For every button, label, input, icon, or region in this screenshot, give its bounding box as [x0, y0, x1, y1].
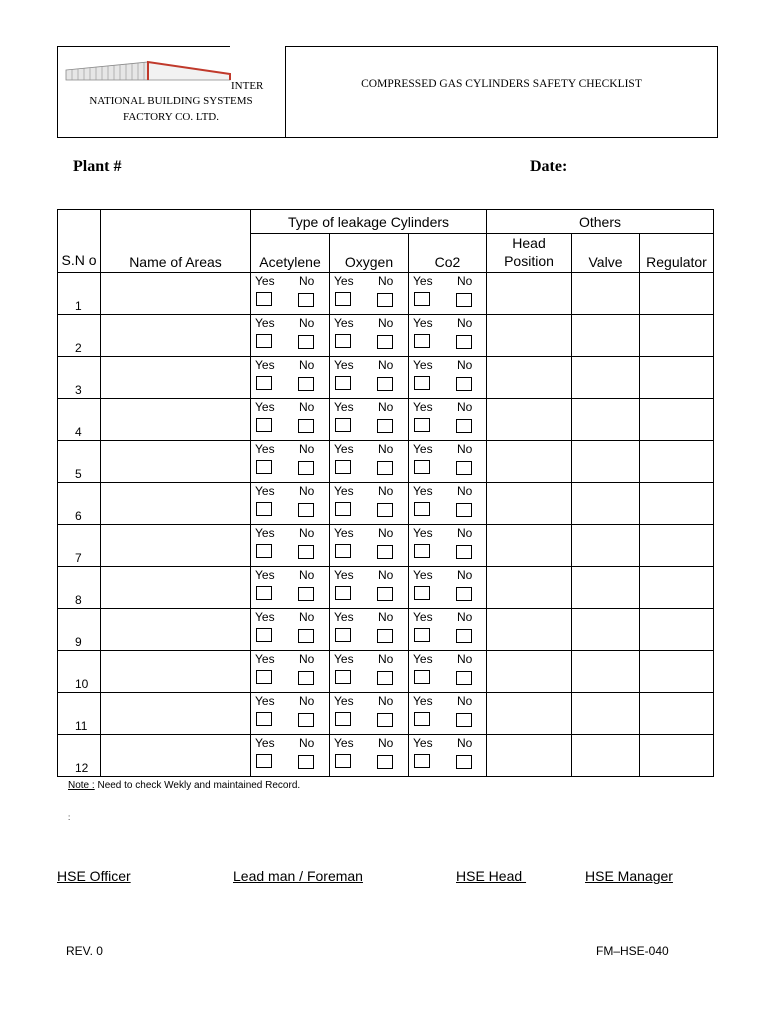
table-row — [58, 609, 714, 651]
area-name-cell[interactable] — [101, 441, 251, 483]
sno-cell — [58, 399, 101, 441]
acetylene-no-checkbox[interactable] — [298, 755, 314, 769]
plant-label: Plant # — [73, 158, 122, 175]
row-number: 11 — [75, 719, 88, 733]
acetylene-yes-checkbox[interactable] — [256, 502, 272, 516]
area-name-cell[interactable] — [101, 315, 251, 357]
acetylene-yes-checkbox[interactable] — [256, 670, 272, 684]
co2-cell — [409, 357, 487, 399]
head-position-header: Head Position — [487, 234, 572, 273]
no-label: No — [299, 442, 315, 456]
co2-yes-checkbox[interactable] — [414, 376, 430, 390]
head-position-cell[interactable] — [487, 567, 572, 609]
oxygen-no-checkbox[interactable] — [377, 335, 393, 349]
yes-label: Yes — [413, 442, 433, 456]
co2-yes-checkbox[interactable] — [414, 586, 430, 600]
co2-yes-checkbox[interactable] — [414, 628, 430, 642]
oxygen-cell — [330, 441, 409, 483]
head-position-cell[interactable] — [487, 735, 572, 777]
no-label: No — [299, 400, 315, 414]
oxygen-yes-checkbox[interactable] — [335, 628, 351, 642]
table-row — [58, 273, 714, 315]
yes-label: Yes — [255, 400, 275, 414]
valve-cell[interactable] — [572, 315, 640, 357]
yes-label: Yes — [255, 274, 275, 288]
yes-label: Yes — [255, 442, 275, 456]
no-label: No — [378, 484, 394, 498]
area-name-cell[interactable] — [101, 735, 251, 777]
table-row — [58, 693, 714, 735]
company-name-line1: NATIONAL BUILDING SYSTEMS — [89, 95, 253, 107]
yes-label: Yes — [413, 736, 433, 750]
checklist-rows — [58, 273, 714, 777]
logo-prefix: INTER — [231, 80, 264, 92]
no-label: No — [378, 400, 394, 414]
document-title: COMPRESSED GAS CYLINDERS SAFETY CHECKLIST — [361, 78, 642, 90]
row-number: 4 — [75, 425, 82, 439]
oxygen-no-checkbox[interactable] — [377, 293, 393, 307]
no-label: No — [457, 442, 473, 456]
area-name-cell[interactable] — [101, 609, 251, 651]
head-position-cell[interactable] — [487, 399, 572, 441]
area-name-cell[interactable] — [101, 567, 251, 609]
yes-label: Yes — [255, 736, 275, 750]
oxygen-cell — [330, 483, 409, 525]
regulator-cell[interactable] — [640, 315, 714, 357]
acetylene-no-checkbox[interactable] — [298, 461, 314, 475]
no-label: No — [457, 316, 473, 330]
yes-label: Yes — [255, 610, 275, 624]
acetylene-cell — [251, 567, 330, 609]
acetylene-no-checkbox[interactable] — [298, 419, 314, 433]
no-label: No — [299, 526, 315, 540]
oxygen-cell — [330, 735, 409, 777]
yes-label: Yes — [413, 274, 433, 288]
acetylene-cell — [251, 357, 330, 399]
oxygen-cell — [330, 357, 409, 399]
acetylene-cell — [251, 273, 330, 315]
co2-cell — [409, 609, 487, 651]
no-label: No — [378, 610, 394, 624]
co2-no-checkbox[interactable] — [456, 503, 472, 517]
acetylene-yes-checkbox[interactable] — [256, 544, 272, 558]
company-name-line2: FACTORY CO. LTD. — [123, 111, 219, 123]
acetylene-header: Acetylene — [251, 234, 330, 273]
row-number: 12 — [75, 761, 89, 775]
acetylene-no-checkbox[interactable] — [298, 713, 314, 727]
table-row — [58, 441, 714, 483]
yes-label: Yes — [334, 442, 354, 456]
acetylene-no-checkbox[interactable] — [298, 293, 314, 307]
revision-number: REV. 0 — [66, 944, 103, 958]
sno-cell — [58, 483, 101, 525]
co2-yes-checkbox[interactable] — [414, 418, 430, 432]
oxygen-no-checkbox[interactable] — [377, 419, 393, 433]
co2-cell — [409, 315, 487, 357]
acetylene-no-checkbox[interactable] — [298, 335, 314, 349]
no-label: No — [378, 652, 394, 666]
co2-no-checkbox[interactable] — [456, 377, 472, 391]
sno-cell — [58, 315, 101, 357]
valve-cell[interactable] — [572, 693, 640, 735]
co2-no-checkbox[interactable] — [456, 545, 472, 559]
regulator-cell[interactable] — [640, 609, 714, 651]
co2-cell — [409, 651, 487, 693]
yes-label: Yes — [413, 568, 433, 582]
oxygen-cell — [330, 399, 409, 441]
no-label: No — [378, 316, 394, 330]
row-number: 1 — [75, 299, 82, 313]
acetylene-no-checkbox[interactable] — [298, 587, 314, 601]
no-label: No — [378, 358, 394, 372]
table-row — [58, 567, 714, 609]
sno-cell — [58, 693, 101, 735]
areas-header: Name of Areas — [101, 210, 251, 273]
regulator-header: Regulator — [640, 234, 714, 273]
regulator-cell[interactable] — [640, 735, 714, 777]
yes-label: Yes — [334, 316, 354, 330]
yes-label: Yes — [413, 610, 433, 624]
head-position-cell[interactable] — [487, 273, 572, 315]
oxygen-yes-checkbox[interactable] — [335, 754, 351, 768]
no-label: No — [299, 316, 315, 330]
yes-label: Yes — [255, 652, 275, 666]
oxygen-yes-checkbox[interactable] — [335, 460, 351, 474]
oxygen-no-checkbox[interactable] — [377, 377, 393, 391]
head-position-cell[interactable] — [487, 609, 572, 651]
yes-label: Yes — [413, 484, 433, 498]
valve-cell[interactable] — [572, 483, 640, 525]
header-divider — [285, 46, 286, 138]
co2-no-checkbox[interactable] — [456, 419, 472, 433]
no-label: No — [299, 610, 315, 624]
yes-label: Yes — [334, 358, 354, 372]
no-label: No — [299, 358, 315, 372]
sno-cell — [58, 651, 101, 693]
acetylene-no-checkbox[interactable] — [298, 503, 314, 517]
acetylene-yes-checkbox[interactable] — [256, 334, 272, 348]
acetylene-cell — [251, 651, 330, 693]
oxygen-no-checkbox[interactable] — [377, 629, 393, 643]
head-position-cell[interactable] — [487, 651, 572, 693]
valve-cell[interactable] — [572, 525, 640, 567]
table-row — [58, 483, 714, 525]
area-name-cell[interactable] — [101, 525, 251, 567]
head-position-cell[interactable] — [487, 357, 572, 399]
yes-label: Yes — [334, 274, 354, 288]
valve-cell[interactable] — [572, 567, 640, 609]
co2-yes-checkbox[interactable] — [414, 670, 430, 684]
yes-label: Yes — [334, 736, 354, 750]
yes-label: Yes — [255, 568, 275, 582]
note-text: Need to check Wekly and maintained Record. — [94, 780, 301, 791]
co2-no-checkbox[interactable] — [456, 713, 472, 727]
acetylene-cell — [251, 525, 330, 567]
area-name-cell[interactable] — [101, 693, 251, 735]
company-logo — [64, 58, 234, 88]
row-number: 3 — [75, 383, 82, 397]
acetylene-cell — [251, 399, 330, 441]
oxygen-cell — [330, 315, 409, 357]
header-bottom-border — [57, 137, 718, 138]
valve-header: Valve — [572, 234, 640, 273]
regulator-cell[interactable] — [640, 693, 714, 735]
sno-cell — [58, 525, 101, 567]
table-row — [58, 357, 714, 399]
oxygen-no-checkbox[interactable] — [377, 587, 393, 601]
acetylene-no-checkbox[interactable] — [298, 545, 314, 559]
yes-label: Yes — [334, 568, 354, 582]
signature-lead-man: Lead man / Foreman — [233, 868, 363, 884]
co2-yes-checkbox[interactable] — [414, 544, 430, 558]
table-row — [58, 651, 714, 693]
area-name-cell[interactable] — [101, 483, 251, 525]
co2-yes-checkbox[interactable] — [414, 502, 430, 516]
checklist-table — [57, 209, 714, 777]
row-number: 2 — [75, 341, 82, 355]
oxygen-yes-checkbox[interactable] — [335, 502, 351, 516]
acetylene-no-checkbox[interactable] — [298, 377, 314, 391]
co2-cell — [409, 399, 487, 441]
oxygen-no-checkbox[interactable] — [377, 461, 393, 475]
yes-label: Yes — [255, 358, 275, 372]
acetylene-yes-checkbox[interactable] — [256, 376, 272, 390]
oxygen-yes-checkbox[interactable] — [335, 376, 351, 390]
no-label: No — [378, 442, 394, 456]
oxygen-cell — [330, 525, 409, 567]
oxygen-no-checkbox[interactable] — [377, 545, 393, 559]
oxygen-no-checkbox[interactable] — [377, 671, 393, 685]
row-number: 7 — [75, 551, 82, 565]
row-number: 8 — [75, 593, 82, 607]
co2-no-checkbox[interactable] — [456, 461, 472, 475]
row-number: 9 — [75, 635, 82, 649]
no-label: No — [299, 694, 315, 708]
acetylene-no-checkbox[interactable] — [298, 629, 314, 643]
co2-cell — [409, 567, 487, 609]
acetylene-yes-checkbox[interactable] — [256, 754, 272, 768]
acetylene-cell — [251, 609, 330, 651]
acetylene-cell — [251, 693, 330, 735]
yes-label: Yes — [255, 694, 275, 708]
oxygen-no-checkbox[interactable] — [377, 503, 393, 517]
yes-label: Yes — [413, 316, 433, 330]
yes-label: Yes — [413, 694, 433, 708]
header-top-border-left — [57, 46, 230, 47]
head-position-cell[interactable] — [487, 483, 572, 525]
co2-no-checkbox[interactable] — [456, 293, 472, 307]
no-label: No — [457, 274, 473, 288]
sno-cell — [58, 735, 101, 777]
yes-label: Yes — [334, 484, 354, 498]
valve-cell[interactable] — [572, 441, 640, 483]
yes-label: Yes — [334, 610, 354, 624]
acetylene-yes-checkbox[interactable] — [256, 460, 272, 474]
head-position-cell[interactable] — [487, 315, 572, 357]
acetylene-yes-checkbox[interactable] — [256, 418, 272, 432]
no-label: No — [457, 652, 473, 666]
no-label: No — [457, 484, 473, 498]
head-position-cell[interactable] — [487, 525, 572, 567]
yes-label: Yes — [413, 526, 433, 540]
valve-cell[interactable] — [572, 735, 640, 777]
valve-cell[interactable] — [572, 357, 640, 399]
regulator-cell[interactable] — [640, 273, 714, 315]
yes-label: Yes — [255, 484, 275, 498]
oxygen-cell — [330, 693, 409, 735]
regulator-cell[interactable] — [640, 651, 714, 693]
header-right-border — [717, 46, 718, 138]
oxygen-cell — [330, 609, 409, 651]
regulator-cell[interactable] — [640, 399, 714, 441]
co2-cell — [409, 693, 487, 735]
no-label: No — [457, 568, 473, 582]
oxygen-cell — [330, 567, 409, 609]
yes-label: Yes — [255, 526, 275, 540]
no-label: No — [378, 736, 394, 750]
row-number: 10 — [75, 677, 89, 691]
no-label: No — [299, 568, 315, 582]
acetylene-yes-checkbox[interactable] — [256, 586, 272, 600]
yes-label: Yes — [413, 652, 433, 666]
co2-yes-checkbox[interactable] — [414, 460, 430, 474]
sno-cell — [58, 609, 101, 651]
co2-header: Co2 — [409, 234, 487, 273]
no-label: No — [457, 610, 473, 624]
row-number: 6 — [75, 509, 82, 523]
no-label: No — [378, 694, 394, 708]
no-label: No — [457, 694, 473, 708]
yes-label: Yes — [413, 358, 433, 372]
yes-label: Yes — [334, 652, 354, 666]
co2-cell — [409, 483, 487, 525]
signature-hse-head: HSE Head — [456, 868, 527, 884]
head-position-cell[interactable] — [487, 441, 572, 483]
signature-hse-manager: HSE Manager — [585, 868, 673, 884]
regulator-cell[interactable] — [640, 483, 714, 525]
acetylene-cell — [251, 441, 330, 483]
no-label: No — [299, 736, 315, 750]
no-label: No — [457, 736, 473, 750]
co2-cell — [409, 273, 487, 315]
co2-no-checkbox[interactable] — [456, 629, 472, 643]
acetylene-yes-checkbox[interactable] — [256, 292, 272, 306]
header-top-border-right — [285, 46, 718, 47]
sno-header: S.N o — [58, 210, 101, 273]
acetylene-no-checkbox[interactable] — [298, 671, 314, 685]
co2-cell — [409, 525, 487, 567]
acetylene-yes-checkbox[interactable] — [256, 712, 272, 726]
note — [68, 780, 300, 791]
co2-yes-checkbox[interactable] — [414, 712, 430, 726]
valve-cell[interactable] — [572, 273, 640, 315]
area-name-cell[interactable] — [101, 357, 251, 399]
co2-yes-checkbox[interactable] — [414, 334, 430, 348]
co2-no-checkbox[interactable] — [456, 587, 472, 601]
oxygen-yes-checkbox[interactable] — [335, 586, 351, 600]
regulator-cell[interactable] — [640, 357, 714, 399]
table-row — [58, 525, 714, 567]
yes-label: Yes — [334, 400, 354, 414]
oxygen-cell — [330, 273, 409, 315]
oxygen-cell — [330, 651, 409, 693]
valve-cell[interactable] — [572, 609, 640, 651]
date-label: Date: — [530, 158, 568, 175]
no-label: No — [457, 400, 473, 414]
valve-cell[interactable] — [572, 399, 640, 441]
valve-cell[interactable] — [572, 651, 640, 693]
co2-no-checkbox[interactable] — [456, 335, 472, 349]
yes-label: Yes — [334, 694, 354, 708]
area-name-cell[interactable] — [101, 273, 251, 315]
no-label: No — [378, 274, 394, 288]
oxygen-yes-checkbox[interactable] — [335, 418, 351, 432]
regulator-cell[interactable] — [640, 441, 714, 483]
oxygen-yes-checkbox[interactable] — [335, 712, 351, 726]
form-number: FM–HSE-040 — [596, 944, 669, 958]
oxygen-yes-checkbox[interactable] — [335, 334, 351, 348]
table-row — [58, 315, 714, 357]
leakage-group-header: Type of leakage Cylinders — [251, 210, 487, 234]
oxygen-header: Oxygen — [330, 234, 409, 273]
sno-cell — [58, 567, 101, 609]
yes-label: Yes — [255, 316, 275, 330]
signature-hse-officer: HSE Officer — [57, 868, 131, 884]
no-label: No — [299, 484, 315, 498]
acetylene-yes-checkbox[interactable] — [256, 628, 272, 642]
acetylene-cell — [251, 735, 330, 777]
row-number: 5 — [75, 467, 82, 481]
no-label: No — [457, 526, 473, 540]
oxygen-yes-checkbox[interactable] — [335, 292, 351, 306]
regulator-cell[interactable] — [640, 525, 714, 567]
area-name-cell[interactable] — [101, 651, 251, 693]
no-label: No — [299, 652, 315, 666]
co2-no-checkbox[interactable] — [456, 671, 472, 685]
co2-yes-checkbox[interactable] — [414, 292, 430, 306]
table-row — [58, 735, 714, 777]
oxygen-yes-checkbox[interactable] — [335, 544, 351, 558]
others-group-header: Others — [487, 210, 714, 234]
sno-cell — [58, 441, 101, 483]
yes-label: Yes — [413, 400, 433, 414]
area-name-cell[interactable] — [101, 399, 251, 441]
co2-cell — [409, 441, 487, 483]
table-row — [58, 399, 714, 441]
sno-cell — [58, 357, 101, 399]
header-left-border — [57, 46, 58, 138]
oxygen-no-checkbox[interactable] — [377, 713, 393, 727]
no-label: No — [457, 358, 473, 372]
co2-cell — [409, 735, 487, 777]
note-label: Note : — [68, 780, 95, 791]
acetylene-cell — [251, 315, 330, 357]
co2-no-checkbox[interactable] — [456, 755, 472, 769]
yes-label: Yes — [334, 526, 354, 540]
no-label: No — [378, 568, 394, 582]
no-label: No — [299, 274, 315, 288]
oxygen-no-checkbox[interactable] — [377, 755, 393, 769]
no-label: No — [378, 526, 394, 540]
acetylene-cell — [251, 483, 330, 525]
head-position-cell[interactable] — [487, 693, 572, 735]
co2-yes-checkbox[interactable] — [414, 754, 430, 768]
stray-mark: : — [68, 813, 71, 822]
regulator-cell[interactable] — [640, 567, 714, 609]
sno-cell — [58, 273, 101, 315]
oxygen-yes-checkbox[interactable] — [335, 670, 351, 684]
